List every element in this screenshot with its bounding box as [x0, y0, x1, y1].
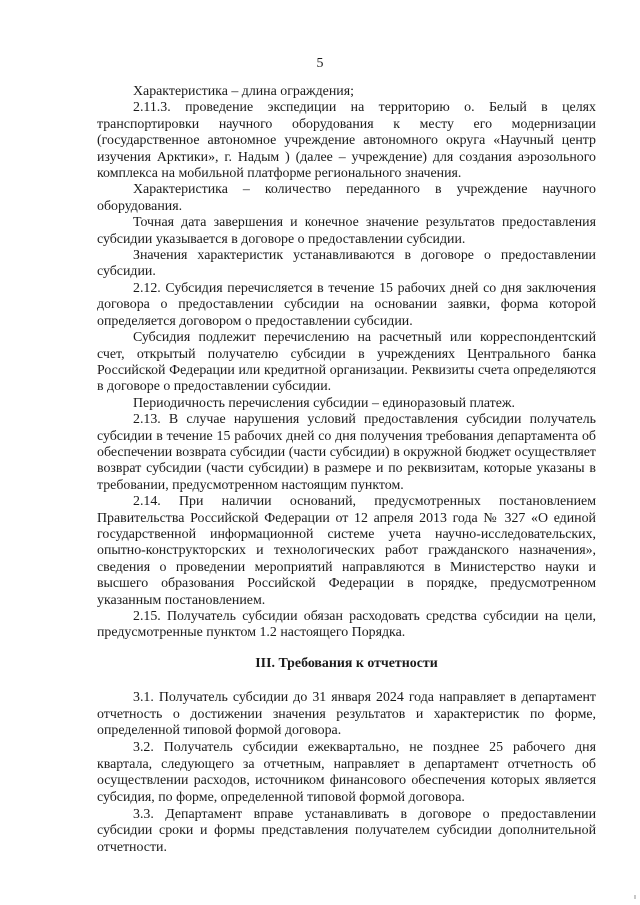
paragraph-account-transfer: Субсидия подлежит перечислению на расчетный или корреспондентский счет, открытый получателю субсидии в учреждениях Центрального банка Российской Федерации или кредитной организации. Реквизиты счета определяются в договоре о предоставлении субсидии.: [97, 330, 596, 395]
paragraph-equipment-characteristic: Характеристика – количество переданного в учреждение научного оборудования.: [97, 182, 596, 214]
paragraph-2-14: 2.14. При наличии оснований, предусмотренных постановлением Правительства Российской Федерации от 12 апреля 2013 года № 327 «О единой государственной информационной системе учета научно-исследовательских, опытно-конструкторских и технологических работ гражданского назначения», сведения о проведении мероприятий направляются в Министерство науки и высшего образования Российской Федерации в порядке, предусмотренном указанным постановлением.: [97, 494, 596, 608]
section-heading-reporting: III. Требования к отчетности: [255, 655, 438, 671]
body-text: [97, 84, 596, 642]
paragraph-fence-characteristic: Характеристика – длина ограждения;: [133, 84, 354, 99]
section-reporting-body: [97, 690, 596, 856]
paragraph-3-1: 3.1. Получатель субсидии до 31 января 2024 года направляет в департамент отчетность о достижении значения результатов и характеристик по форме, определенной типовой формой договора.: [97, 690, 596, 739]
paragraph-3-2: 3.2. Получатель субсидии ежеквартально, не позднее 25 рабочего дня квартала, следующего за отчетным, направляет в департамент отчетность об осуществлении расходов, источником финансового обеспечения которых является субсидия, по форме, определенной типовой формой договора.: [97, 740, 596, 805]
page-number: 5: [316, 56, 324, 71]
paragraph-2-13: 2.13. В случае нарушения условий предоставления субсидии получатель субсидии в течение 15 рабочих дней со дня получения требования департамента об обеспечении возврата субсидии (части субсидии) в окружной бюджет осуществляет возврат субсидии (части субсидии) в размере и по реквизитам, которые указаны в требовании, предусмотренном настоящим пунктом.: [97, 412, 596, 493]
paragraph-2-12: 2.12. Субсидия перечисляется в течение 15 рабочих дней со дня заключения договора о предоставлении субсидии на основании заявки, форма которой определяется договором о предоставлении субсидии.: [97, 280, 596, 329]
paragraph-3-3: 3.3. Департамент вправе устанавливать в договоре о предоставлении субсидии сроки и формы представления получателем субсидии дополнительной отчетности.: [97, 807, 596, 855]
scan-edge-mark: [634, 895, 636, 899]
paragraph-completion-date: Точная дата завершения и конечное значение результатов предоставления субсидии указывается в договоре о предоставлении субсидии.: [97, 215, 596, 247]
paragraph-2-11-3: 2.11.3. проведение экспедиции на территорию о. Белый в целях транспортировки научного оборудования к месту его модернизации (государственное автономное учреждение автономного округа «Научный центр изучения Арктики», г. Надым ) (далее – учреждение) для создания аэрозольного комплекса на мобильной платформе регионального значения.: [97, 100, 596, 182]
paragraph-characteristic-values: Значения характеристик устанавливаются в договоре о предоставлении субсидии.: [97, 248, 596, 280]
paragraph-payment-frequency: Периодичность перечисления субсидии – единоразовый платеж.: [133, 395, 515, 411]
paragraph-2-15: 2.15. Получатель субсидии обязан расходовать средства субсидии на цели, предусмотренные пунктом 1.2 настоящего Порядка.: [97, 609, 596, 641]
